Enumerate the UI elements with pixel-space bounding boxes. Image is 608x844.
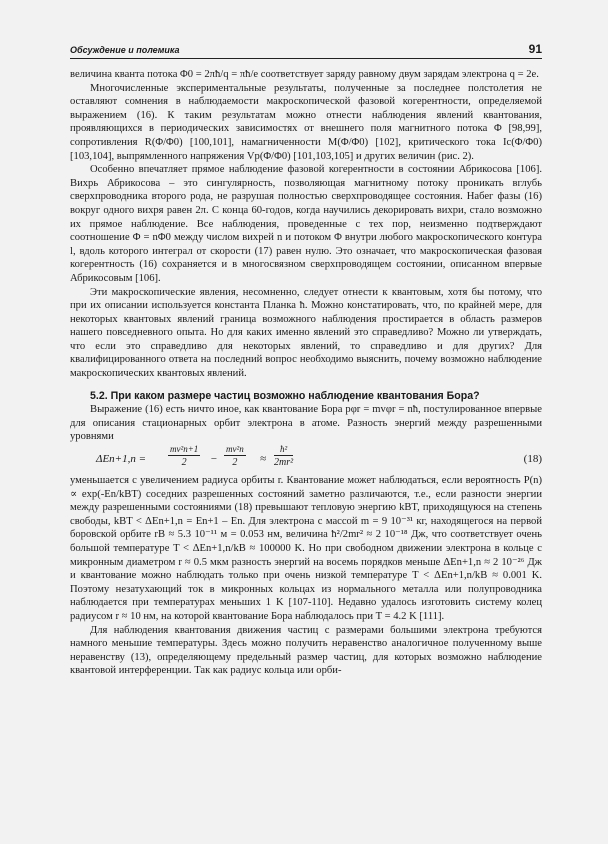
paragraph: Особенно впечатляет прямое наблюдение фазовой когерентности в состоянии Абрикосова [106]. Вихрь Абрикосова – это сингулярность, позволяющая магнитному потоку проникать вглубь сверхпроводника второго рода, не разрушая полностью сверхпроводящее состояния. Набег фазы (16) вокруг одного вихря равен 2π. С конца 60-годов, когда научились декорировать вихри, стало возможно их прямое наблюдение. Все наблюдения, проведенные с тех пор, неизменно подтверждают соотношение Φ = nΦ0 между числом вихрей n и потоком Φ внутри любого макроскопического контура l, вдоль которого интеграл от скорости (17) равен нулю. Это означает, что макроскопическая фазовая когерентность (16) сохраняется и в многосвязном сверхпроводящем состоянии, описанном впервые Абрикосовым [106].: [70, 164, 542, 284]
paragraph: величина кванта потока Φ0 = 2πħ/q = πħ/e соответствует заряду равному двум зарядам электрона q = 2e.: [70, 69, 539, 80]
fraction-denominator: 2: [181, 457, 187, 469]
page-number: 91: [528, 42, 542, 56]
fraction-denominator: 2mr²: [274, 457, 294, 469]
paragraph: Многочисленные экспериментальные результаты, полученные за последнее полстолетия не оставляют сомнения в наблюдаемости макроскопической фазовой когерентности, определяемой выражением (16). К таким результатам можно отнести наблюдения явлений квантования, проявляющихся в периодических зависимостях от внешнего поля магнитного потока Φ [98,99], сопротивления R(Φ/Φ0) [100,101], намагниченности M(Φ/Φ0) [102], критического тока Ic(Φ/Φ0) [103,104], выпрямленного напряжения Vp(Φ/Φ0) [101,103,105] и других величин (рис. 2).: [70, 82, 542, 162]
equation-number: (18): [523, 453, 542, 466]
equation-fraction: [168, 444, 200, 469]
paragraph: уменьшается с увеличением радиуса орбиты r. Квантование может наблюдаться, если вероятность P(n) ∝ exp(-En/kBT) соседних разрешенных состояний заметно различаются, т.е., если разности энергии между разрешенными состояниями (18) превышают тепловую энергию kBT, приходящуюся на степень свободы, kBT < ΔEn+1,n = En+1 – En. Для электрона с массой m = 9 10⁻³¹ кг, находящегося на первой боровской орбите rB ≈ 5.3 10⁻¹¹ м = 0.053 нм, величина ħ²/2mr² ≈ 2 10⁻¹⁸ Дж, что соответствует очень большой температуре T < ΔEn+1,n/kB ≈ 100000 K. Но при свободном движении электрона в кольце с микронным диаметром r ≈ 0.5 мкм разность энергий на восемь порядков меньше ΔEn+1,n ≈ 2 10⁻²⁶ Дж и квантование можно наблюдать только при очень низкой температуре T < ΔEn+1,n/kB ≈ 0.001 K. Поэтому незатухающий ток в микронных кольцах из нормального металла или полупроводника наблюдается при температурах меньших 1 K [107-110]. Недавно удалось изготовить систему колец радиусом r ≈ 10 нм, на которой квантование Бора наблюдалось при T = 4.2 K [111].: [70, 475, 542, 622]
section-title: Обсуждение и полемика: [70, 45, 180, 55]
paragraph: Выражение (16) есть ничто иное, как квантование Бора pφr = mvφr = nħ, постулированное впервые для описания стационарных орбит электрона в атоме. Разность энергий между разрешенными уровнями: [70, 404, 542, 443]
fraction-numerator: mv²n+1: [170, 444, 199, 455]
fraction-numerator: mv²n: [226, 444, 244, 455]
equation-fraction: [224, 444, 246, 469]
paragraph: Для наблюдения квантования движения частиц с размерами большими электрона требуются намного меньшие температуры. Здесь можно получить неравенство аналогичное полученному выше неравенству (13), определяющему предельный размер частиц, для которых возможно наблюдение квантовой интерференции. Так как радиус кольца или орби-: [70, 624, 542, 677]
fraction-numerator: ħ²: [274, 444, 293, 456]
paragraph: Эти макроскопические явления, несомненно, следует отнести к квантовым, хотя бы потому, что при их описании используется константа Планка ħ. Можно констатировать, что, по крайней мере, для некоторых квантовых явлений граница возможного наблюдения простирается в область размеров нашего повседневного опыта. Но для каких именно явлений это справедливо? Можно ли утверждать, что если это справедливо для некоторых явлений, то справедливо и для других? Для квалифицированного ответа на последний вопрос необходимо выяснить, почему возможно наблюдение макроскопических квантовых явлений.: [70, 286, 542, 380]
equation-operator: ≈: [260, 453, 267, 466]
equation-18: [70, 444, 542, 474]
running-header: [70, 40, 542, 59]
fraction-denominator: 2: [232, 457, 238, 469]
equation-lhs: ΔEn+1,n =: [96, 453, 147, 466]
equation-fraction: [274, 444, 293, 469]
equation-operator: −: [210, 453, 218, 466]
page-body: [70, 68, 542, 678]
section-heading: 5.2. При каком размере частиц возможно наблюдение квантования Бора?: [90, 389, 480, 402]
spacer: [70, 381, 542, 390]
